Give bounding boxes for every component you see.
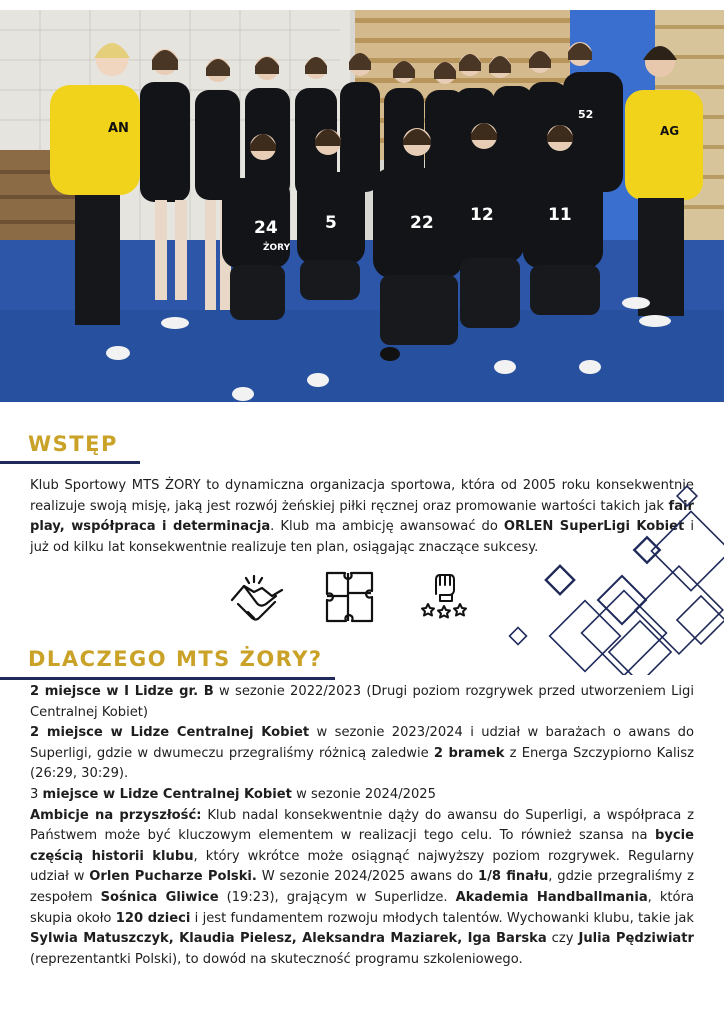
achievement-2024 xyxy=(30,785,694,806)
intro-heading-underline xyxy=(0,461,140,464)
ambitions-round: 1/8 finału xyxy=(477,869,549,885)
ambitions-text-4: , gdzie przegraliśmy z zespołem xyxy=(30,869,694,905)
decorative-diamonds xyxy=(498,475,724,675)
ambitions-text-6: , która skupia około xyxy=(30,889,694,926)
achievement-2024-title: miejsce w Lidze Centralnej Kobiet xyxy=(42,786,292,802)
intro-text-2: . Klub ma ambicję awansować do xyxy=(270,519,504,535)
ambitions-cup: Orlen Pucharze Polski. xyxy=(89,869,257,885)
intro-text-1: Klub Sportowy MTS ŻORY to dynamiczna organizacja sportowa, która od 2005 roku konsekwentnie realizuje swoją misję, jaką jest rozwój żeńskiej piłki ręcznej oraz promowanie wartości takich jak xyxy=(30,478,694,514)
jersey-number-24: 24 xyxy=(254,218,278,238)
intro-heading: WSTĘP xyxy=(28,432,118,456)
puzzle-icon xyxy=(324,570,376,625)
ambitions-alumna: Julia Pędziwiatr xyxy=(578,931,694,947)
ambitions-history: bycie częścią historii klubu xyxy=(30,828,694,864)
jersey-number-22: 22 xyxy=(410,213,434,233)
ambitions-text-5: (19:23), grającym w Superlidze. xyxy=(218,889,456,905)
future-ambitions xyxy=(30,806,694,971)
why-heading: DLACZEGO MTS ŻORY? xyxy=(28,647,323,671)
achievement-2023-desc: w sezonie 2023/2024 i udział w barażach o awans do Superligi, gdzie w dwumeczu przegraliśmy różnicą zaledwie xyxy=(30,725,694,761)
coach-initials-right: AG xyxy=(660,124,680,138)
handshake-icon xyxy=(228,570,286,625)
ambitions-academy: Akademia Handballmania xyxy=(455,889,648,905)
ambitions-text-7: i jest fundamentem rozwoju młodych talentów. Wychowanki klubu, takie jak xyxy=(190,910,694,926)
ambitions-text-1: Klub nadal konsekwentnie dąży do awansu do Superligi, a współpraca z Państwem może być kluczowym elementem w realizacji tego celu. To również szansa na xyxy=(30,807,694,844)
ambitions-text-9: (reprezentantki Polski), to dowód na skuteczność programu szkoleniowego. xyxy=(30,951,523,967)
fist-stars-icon xyxy=(418,570,470,625)
achievement-2023-goals: 2 bramek xyxy=(433,745,505,761)
jersey-number-5: 5 xyxy=(325,213,337,233)
ambitions-text-2: , który wkrótce może osiągnąć najwyższy poziom rozgrywek. Regularny udział w xyxy=(30,848,694,885)
ambitions-children: 120 dzieci xyxy=(115,910,191,926)
coach-initials-left: AN xyxy=(108,121,129,136)
achievement-2022 xyxy=(30,682,694,723)
team-photo xyxy=(0,10,724,402)
achievement-2023-title: 2 miejsce w Lidze Centralnej Kobiet xyxy=(30,725,310,741)
intro-text-3: i już od kilku lat konsekwentnie realizuje ten plan, osiągając znaczące sukcesy. xyxy=(30,519,694,555)
jersey-number-52: 52 xyxy=(578,108,594,121)
ambitions-text-8: czy xyxy=(546,931,579,947)
intro-text-league: ORLEN SuperLigi Kobiet xyxy=(503,519,685,535)
ambitions-alumni: Sylwia Matuszczyk, Klaudia Pielesz, Aleksandra Maziarek, Iga Barska xyxy=(30,931,547,947)
jersey-number-11: 11 xyxy=(548,205,572,225)
ambitions-label: Ambicje na przyszłość: xyxy=(30,807,202,823)
achievement-2022-desc: w sezonie 2022/2023 (Drugi poziom rozgrywek przed utworzeniem Ligi Centralnej Kobiet) xyxy=(30,684,694,720)
achievement-2023-score: z Energa Szczypiorno Kalisz (26:29, 30:29). xyxy=(30,745,694,782)
achievement-2024-season: w sezonie 2024/2025 xyxy=(291,786,436,802)
ambitions-text-3: W sezonie 2024/2025 awans do xyxy=(256,869,478,885)
why-paragraphs xyxy=(30,682,694,970)
intro-text-values: fair play, współpraca i determinacja xyxy=(30,498,694,535)
achievement-2024-place: 3 xyxy=(30,786,43,802)
values-icons xyxy=(228,570,473,630)
jersey-number-12: 12 xyxy=(470,205,494,225)
achievement-2023 xyxy=(30,723,694,785)
achievement-2022-title: 2 miejsce w I Lidze gr. B xyxy=(30,684,214,699)
ambitions-opponent: Sośnica Gliwice xyxy=(100,889,219,905)
jersey-brand: ŻORY xyxy=(263,243,291,253)
why-heading-underline xyxy=(0,677,335,680)
